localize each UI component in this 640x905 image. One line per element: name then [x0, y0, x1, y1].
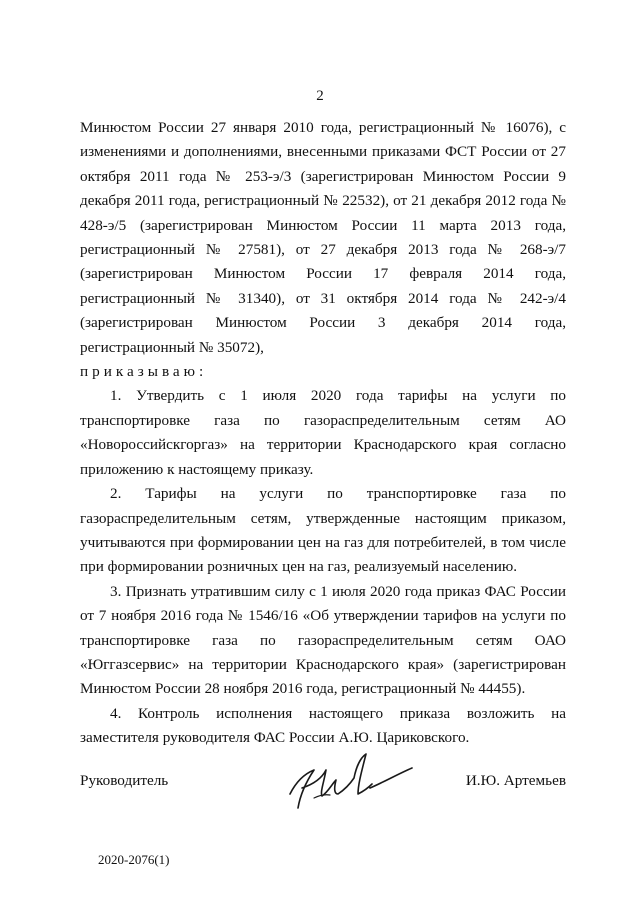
handwritten-signature-icon — [284, 748, 416, 814]
signatory-title: Руководитель — [80, 772, 169, 789]
item-3-paragraph: 3. Признать утратившим силу с 1 июля 2020 года приказ ФАС России от 7 ноября 2016 года № 1546/16 «Об утверждении тарифов на услуги по транспортировке газа по газораспределительным сетям ОАО «Юггазсервис» на территории Краснодарского края» (зарегистрирован Минюстом России 28 ноября 2016 года, регистрационный № 44455). — [80, 582, 566, 698]
intro-paragraph: Минюстом России 27 января 2010 года, регистрационный № 16076), с изменениями и дополнениями, внесенными приказами ФСТ России от 27 октября 2011 года № 253-э/3 (зарегистрирован Минюстом России 9 декабря 2011 года, регистрационный № 22532), от 21 декабря 2012 года № 428-э/5 (зарегистрирован Минюстом России 11 марта 2013 года, регистрационный № 27581), от 27 декабря 2013 года № 268-э/7 (зарегистрирован Минюстом России 17 февраля 2014 года, регистрационный № 31340), от 31 октября 2014 года № 242-э/4 (зарегистрирован Минюстом России 3 декабря 2014 года, регистрационный № 35072), — [80, 119, 566, 356]
item-1-paragraph: 1. Утвердить с 1 июля 2020 года тарифы на услуги по транспортировке газа по газораспределительным сетям АО «Новороссийскгоргаз» на территории Краснодарского края согласно приложению к настоящему приказу. — [80, 387, 566, 478]
document-body — [80, 116, 566, 751]
item-4-paragraph: 4. Контроль исполнения настоящего приказа возложить на заместителя руководителя ФАС России А.Ю. Цариковского. — [80, 704, 566, 747]
signatory-name: И.Ю. Артемьев — [465, 772, 566, 789]
item-2-paragraph: 2. Тарифы на услуги по транспортировке газа по газораспределительным сетям, утвержденные настоящим приказом, учитываются при формировании цен на газ для потребителей, в том числе при формировании розничных цен на газ, реализуемый населению. — [80, 485, 566, 576]
order-word: приказываю: — [80, 363, 208, 381]
page-number: 2 — [316, 88, 324, 104]
document-code: 2020-2076(1) — [98, 852, 170, 867]
